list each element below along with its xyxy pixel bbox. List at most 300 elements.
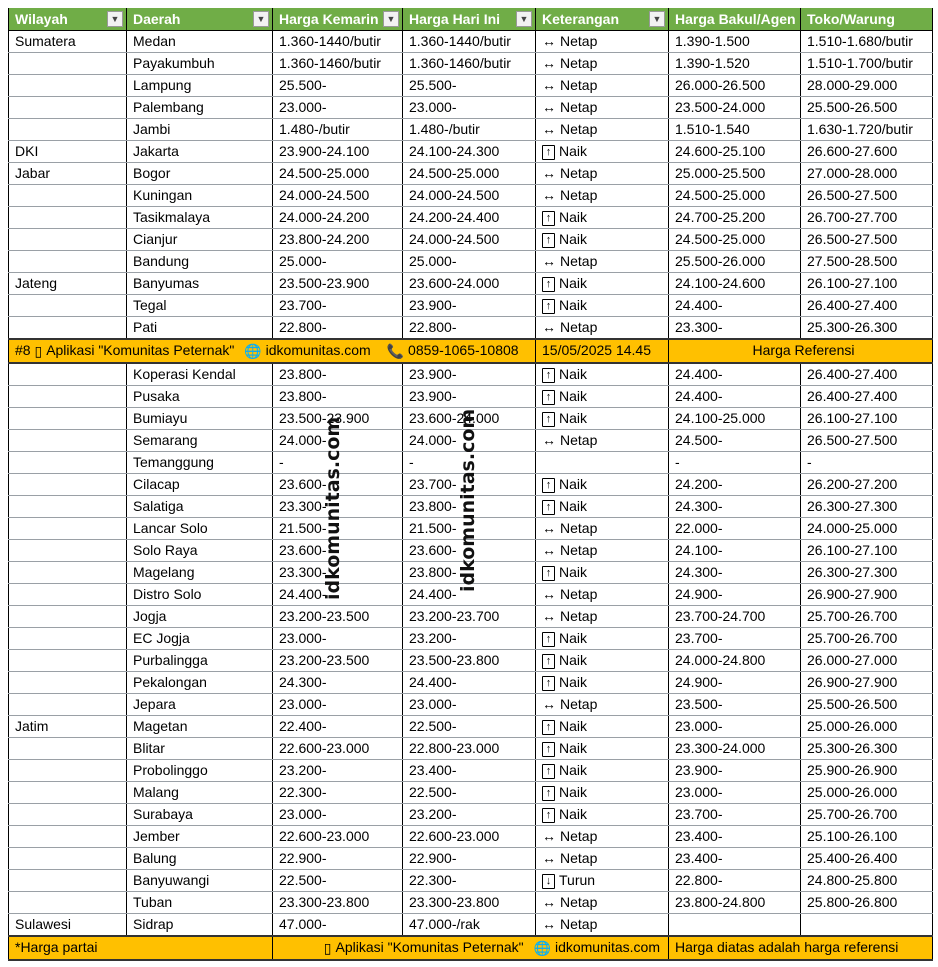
cell-kemarin[interactable] — [273, 891, 403, 913]
cell-hariini[interactable] — [403, 869, 536, 891]
cell-wilayah[interactable] — [9, 119, 127, 141]
cell-daerah[interactable] — [127, 649, 273, 671]
cell-bakul[interactable] — [669, 429, 801, 451]
cell-wilayah[interactable] — [9, 451, 127, 473]
cell-hariini[interactable] — [403, 605, 536, 627]
arrow-up-box-icon: ↑ — [542, 654, 555, 669]
cell-daerah[interactable] — [127, 385, 273, 407]
cell-hariini[interactable] — [403, 649, 536, 671]
cell-kemarin[interactable] — [273, 693, 403, 715]
cell-toko[interactable] — [801, 913, 933, 936]
cell-daerah[interactable] — [127, 451, 273, 473]
cell-hariini[interactable] — [403, 273, 536, 295]
cell-hariini[interactable] — [403, 53, 536, 75]
cell-kemarin[interactable] — [273, 119, 403, 141]
cell-bakul[interactable] — [669, 229, 801, 251]
cell-daerah[interactable] — [127, 141, 273, 163]
cell-kemarin[interactable] — [273, 295, 403, 317]
cell-bakul[interactable] — [669, 363, 801, 386]
cell-value: Jakarta — [133, 143, 179, 159]
cell-keterangan[interactable] — [536, 385, 669, 407]
cell-wilayah[interactable] — [9, 627, 127, 649]
cell-daerah[interactable] — [127, 473, 273, 495]
cell-daerah[interactable] — [127, 75, 273, 97]
cell-wilayah[interactable] — [9, 317, 127, 340]
cell-wilayah[interactable] — [9, 163, 127, 185]
cell-daerah[interactable] — [127, 539, 273, 561]
cell-daerah[interactable] — [127, 869, 273, 891]
cell-toko[interactable] — [801, 273, 933, 295]
cell-hariini[interactable] — [403, 31, 536, 53]
cell-wilayah[interactable] — [9, 847, 127, 869]
cell-kemarin[interactable] — [273, 229, 403, 251]
cell-value: Lancar Solo — [133, 519, 208, 536]
cell-bakul[interactable] — [669, 913, 801, 936]
filter-dropdown-icon[interactable]: ▼ — [649, 11, 665, 27]
cell-kemarin[interactable] — [273, 185, 403, 207]
cell-daerah[interactable] — [127, 251, 273, 273]
cell-hariini[interactable] — [403, 229, 536, 251]
cell-bakul[interactable] — [669, 539, 801, 561]
cell-bakul[interactable] — [669, 715, 801, 737]
cell-bakul[interactable] — [669, 671, 801, 693]
cell-keterangan[interactable] — [536, 229, 669, 251]
cell-wilayah[interactable] — [9, 517, 127, 539]
cell-daerah[interactable] — [127, 229, 273, 251]
cell-daerah[interactable] — [127, 891, 273, 913]
cell-kemarin[interactable] — [273, 847, 403, 869]
cell-keterangan[interactable] — [536, 605, 669, 627]
cell-toko[interactable] — [801, 583, 933, 605]
cell-kemarin[interactable] — [273, 671, 403, 693]
cell-kemarin[interactable] — [273, 53, 403, 75]
left-right-arrow-icon: ↔ — [542, 849, 556, 866]
cell-daerah[interactable] — [127, 517, 273, 539]
cell-bakul[interactable] — [669, 185, 801, 207]
cell-kemarin[interactable] — [273, 163, 403, 185]
cell-keterangan[interactable] — [536, 539, 669, 561]
cell-wilayah[interactable] — [9, 75, 127, 97]
cell-wilayah[interactable] — [9, 671, 127, 693]
cell-keterangan[interactable] — [536, 891, 669, 913]
cell-keterangan[interactable] — [536, 207, 669, 229]
cell-keterangan[interactable] — [536, 407, 669, 429]
cell-value: 26.100-27.100 — [807, 409, 898, 426]
cell-keterangan[interactable] — [536, 781, 669, 803]
filter-dropdown-icon[interactable]: ▼ — [383, 11, 399, 27]
cell-value: 26.300-27.300 — [807, 497, 898, 514]
cell-wilayah[interactable] — [9, 53, 127, 75]
cell-wilayah[interactable] — [9, 495, 127, 517]
globe-icon: 🌐 — [533, 939, 551, 956]
cell-daerah[interactable] — [127, 97, 273, 119]
cell-kemarin[interactable] — [273, 75, 403, 97]
cell-value: Tuban — [133, 893, 173, 910]
cell-keterangan[interactable] — [536, 251, 669, 273]
cell-kemarin[interactable] — [273, 363, 403, 386]
cell-daerah[interactable] — [127, 429, 273, 451]
cell-hariini[interactable] — [403, 385, 536, 407]
cell-wilayah[interactable] — [9, 913, 127, 936]
cell-toko[interactable] — [801, 517, 933, 539]
cell-hariini[interactable] — [403, 207, 536, 229]
cell-daerah[interactable] — [127, 847, 273, 869]
cell-bakul[interactable] — [669, 627, 801, 649]
header-wilayah[interactable] — [9, 8, 127, 31]
cell-daerah[interactable] — [127, 561, 273, 583]
cell-daerah[interactable] — [127, 119, 273, 141]
cell-value: 23.600-24.000 — [409, 275, 500, 291]
cell-bakul[interactable] — [669, 317, 801, 340]
cell-keterangan[interactable] — [536, 53, 669, 75]
cell-daerah[interactable] — [127, 407, 273, 429]
left-right-arrow-icon: ↔ — [542, 519, 556, 536]
cell-toko[interactable] — [801, 803, 933, 825]
cell-toko[interactable] — [801, 825, 933, 847]
cell-value: Netap — [560, 431, 598, 448]
cell-keterangan[interactable] — [536, 803, 669, 825]
filter-dropdown-icon[interactable]: ▼ — [107, 11, 123, 27]
cell-toko[interactable] — [801, 163, 933, 185]
cell-toko[interactable] — [801, 495, 933, 517]
cell-bakul[interactable] — [669, 451, 801, 473]
cell-hariini[interactable] — [403, 119, 536, 141]
cell-daerah[interactable] — [127, 803, 273, 825]
cell-wilayah[interactable] — [9, 97, 127, 119]
cell-hariini[interactable] — [403, 251, 536, 273]
cell-kemarin[interactable] — [273, 825, 403, 847]
cell-keterangan[interactable] — [536, 495, 669, 517]
cell-toko[interactable] — [801, 207, 933, 229]
cell-daerah[interactable] — [127, 53, 273, 75]
banner-site-link[interactable]: idkomunitas.com — [265, 342, 371, 358]
filter-dropdown-icon[interactable]: ▼ — [253, 11, 269, 27]
cell-daerah[interactable] — [127, 825, 273, 847]
cell-wilayah[interactable] — [9, 715, 127, 737]
cell-bakul[interactable] — [669, 891, 801, 913]
cell-keterangan[interactable] — [536, 671, 669, 693]
cell-keterangan[interactable] — [536, 715, 669, 737]
banner-phone[interactable]: 0859-1065-10808 — [408, 342, 519, 358]
cell-bakul[interactable] — [669, 207, 801, 229]
cell-toko[interactable] — [801, 53, 933, 75]
footer-site-link[interactable]: idkomunitas.com — [554, 938, 660, 955]
cell-toko[interactable] — [801, 605, 933, 627]
cell-daerah[interactable] — [127, 583, 273, 605]
cell-toko[interactable] — [801, 539, 933, 561]
cell-wilayah[interactable] — [9, 891, 127, 913]
cell-hariini[interactable] — [403, 891, 536, 913]
cell-hariini[interactable] — [403, 317, 536, 340]
cell-value: 24.400- — [409, 585, 457, 602]
cell-bakul[interactable] — [669, 495, 801, 517]
cell-kemarin[interactable] — [273, 649, 403, 671]
cell-daerah[interactable] — [127, 759, 273, 781]
cell-kemarin[interactable] — [273, 31, 403, 53]
cell-wilayah[interactable] — [9, 693, 127, 715]
cell-daerah[interactable] — [127, 495, 273, 517]
cell-wilayah[interactable] — [9, 605, 127, 627]
cell-value: 24.200- — [675, 475, 723, 492]
cell-bakul[interactable] — [669, 251, 801, 273]
cell-daerah[interactable] — [127, 273, 273, 295]
cell-bakul[interactable] — [669, 583, 801, 605]
cell-daerah[interactable] — [127, 693, 273, 715]
cell-wilayah[interactable] — [9, 561, 127, 583]
cell-bakul[interactable] — [669, 295, 801, 317]
cell-wilayah[interactable] — [9, 429, 127, 451]
cell-toko[interactable] — [801, 627, 933, 649]
cell-value: 26.900-27.900 — [807, 585, 898, 602]
cell-wilayah[interactable] — [9, 185, 127, 207]
cell-wilayah[interactable] — [9, 31, 127, 53]
cell-wilayah[interactable] — [9, 207, 127, 229]
cell-toko[interactable] — [801, 75, 933, 97]
cell-hariini[interactable] — [403, 803, 536, 825]
cell-hariini[interactable] — [403, 759, 536, 781]
cell-toko[interactable] — [801, 671, 933, 693]
cell-kemarin[interactable] — [273, 627, 403, 649]
cell-bakul[interactable] — [669, 847, 801, 869]
cell-toko[interactable] — [801, 407, 933, 429]
cell-daerah[interactable] — [127, 627, 273, 649]
cell-wilayah[interactable] — [9, 273, 127, 295]
cell-keterangan[interactable] — [536, 759, 669, 781]
cell-toko[interactable] — [801, 737, 933, 759]
cell-keterangan[interactable] — [536, 847, 669, 869]
cell-wilayah[interactable] — [9, 473, 127, 495]
cell-kemarin[interactable] — [273, 869, 403, 891]
cell-toko[interactable] — [801, 429, 933, 451]
cell-kemarin[interactable] — [273, 251, 403, 273]
cell-keterangan[interactable] — [536, 429, 669, 451]
left-right-arrow-icon: ↔ — [542, 319, 556, 335]
cell-wilayah[interactable] — [9, 539, 127, 561]
cell-wilayah[interactable] — [9, 583, 127, 605]
cell-toko[interactable] — [801, 649, 933, 671]
cell-toko[interactable] — [801, 385, 933, 407]
cell-wilayah[interactable] — [9, 781, 127, 803]
cell-toko[interactable] — [801, 847, 933, 869]
cell-daerah[interactable] — [127, 913, 273, 936]
cell-wilayah[interactable] — [9, 141, 127, 163]
cell-wilayah[interactable] — [9, 295, 127, 317]
cell-keterangan[interactable] — [536, 163, 669, 185]
cell-hariini[interactable] — [403, 847, 536, 869]
cell-value: Naik — [559, 805, 588, 822]
cell-hariini[interactable] — [403, 141, 536, 163]
cell-bakul[interactable] — [669, 119, 801, 141]
left-right-arrow-icon: ↔ — [542, 431, 556, 448]
cell-keterangan[interactable] — [536, 561, 669, 583]
cell-bakul[interactable] — [669, 825, 801, 847]
cell-wilayah[interactable] — [9, 825, 127, 847]
cell-hariini[interactable] — [403, 671, 536, 693]
cell-bakul[interactable] — [669, 803, 801, 825]
cell-daerah[interactable] — [127, 781, 273, 803]
cell-bakul[interactable] — [669, 385, 801, 407]
cell-hariini[interactable] — [403, 295, 536, 317]
cell-bakul[interactable] — [669, 561, 801, 583]
cell-keterangan[interactable] — [536, 473, 669, 495]
cell-hariini[interactable] — [403, 737, 536, 759]
cell-keterangan[interactable] — [536, 737, 669, 759]
cell-toko[interactable] — [801, 141, 933, 163]
cell-toko[interactable] — [801, 229, 933, 251]
cell-toko[interactable] — [801, 781, 933, 803]
cell-daerah[interactable] — [127, 31, 273, 53]
filter-dropdown-icon[interactable]: ▼ — [516, 11, 532, 27]
header-hariini[interactable] — [403, 8, 536, 31]
cell-value: 1.480-/butir — [279, 121, 350, 137]
cell-hariini[interactable] — [403, 715, 536, 737]
cell-keterangan[interactable] — [536, 583, 669, 605]
cell-keterangan[interactable] — [536, 141, 669, 163]
cell-daerah[interactable] — [127, 295, 273, 317]
cell-bakul[interactable] — [669, 53, 801, 75]
cell-value: 26.200-27.200 — [807, 475, 898, 492]
cell-keterangan[interactable] — [536, 693, 669, 715]
cell-toko[interactable] — [801, 251, 933, 273]
cell-keterangan[interactable] — [536, 363, 669, 386]
cell-kemarin[interactable] — [273, 605, 403, 627]
cell-hariini[interactable] — [403, 627, 536, 649]
cell-value: 25.000-25.500 — [675, 165, 766, 181]
cell-bakul[interactable] — [669, 163, 801, 185]
cell-keterangan[interactable] — [536, 97, 669, 119]
cell-toko[interactable] — [801, 759, 933, 781]
cell-keterangan[interactable] — [536, 273, 669, 295]
cell-kemarin[interactable] — [273, 317, 403, 340]
cell-keterangan[interactable] — [536, 185, 669, 207]
cell-toko[interactable] — [801, 185, 933, 207]
cell-wilayah[interactable] — [9, 363, 127, 386]
cell-keterangan[interactable] — [536, 649, 669, 671]
cell-bakul[interactable] — [669, 605, 801, 627]
cell-toko[interactable] — [801, 97, 933, 119]
header-bakul — [669, 8, 801, 31]
cell-bakul[interactable] — [669, 141, 801, 163]
cell-kemarin[interactable] — [273, 737, 403, 759]
cell-hariini[interactable] — [403, 97, 536, 119]
cell-wilayah[interactable] — [9, 229, 127, 251]
cell-wilayah[interactable] — [9, 869, 127, 891]
cell-toko[interactable] — [801, 891, 933, 913]
cell-keterangan[interactable] — [536, 75, 669, 97]
cell-hariini[interactable] — [403, 913, 536, 936]
cell-keterangan[interactable] — [536, 295, 669, 317]
cell-bakul[interactable] — [669, 473, 801, 495]
cell-toko[interactable] — [801, 561, 933, 583]
cell-hariini[interactable] — [403, 825, 536, 847]
cell-toko[interactable] — [801, 363, 933, 386]
cell-kemarin[interactable] — [273, 385, 403, 407]
cell-bakul[interactable] — [669, 759, 801, 781]
cell-keterangan[interactable] — [536, 913, 669, 936]
cell-bakul[interactable] — [669, 97, 801, 119]
cell-keterangan[interactable] — [536, 627, 669, 649]
cell-toko[interactable] — [801, 119, 933, 141]
cell-keterangan[interactable] — [536, 317, 669, 340]
cell-bakul[interactable] — [669, 649, 801, 671]
cell-wilayah[interactable] — [9, 737, 127, 759]
cell-toko[interactable] — [801, 295, 933, 317]
cell-kemarin[interactable] — [273, 273, 403, 295]
cell-keterangan[interactable] — [536, 451, 669, 473]
cell-daerah[interactable] — [127, 163, 273, 185]
cell-hariini[interactable] — [403, 75, 536, 97]
cell-kemarin[interactable] — [273, 781, 403, 803]
cell-keterangan[interactable] — [536, 517, 669, 539]
cell-keterangan[interactable] — [536, 31, 669, 53]
cell-bakul[interactable] — [669, 737, 801, 759]
cell-kemarin[interactable] — [273, 759, 403, 781]
cell-wilayah[interactable] — [9, 385, 127, 407]
cell-keterangan[interactable] — [536, 119, 669, 141]
cell-daerah[interactable] — [127, 715, 273, 737]
cell-daerah[interactable] — [127, 605, 273, 627]
cell-toko[interactable] — [801, 451, 933, 473]
cell-wilayah[interactable] — [9, 649, 127, 671]
cell-wilayah[interactable] — [9, 759, 127, 781]
cell-kemarin[interactable] — [273, 141, 403, 163]
cell-value: 23.300- — [279, 563, 327, 580]
header-keterangan[interactable] — [536, 8, 669, 31]
cell-wilayah[interactable] — [9, 803, 127, 825]
cell-keterangan[interactable] — [536, 869, 669, 891]
cell-hariini[interactable] — [403, 163, 536, 185]
cell-wilayah[interactable] — [9, 251, 127, 273]
cell-toko[interactable] — [801, 869, 933, 891]
cell-wilayah[interactable] — [9, 407, 127, 429]
cell-daerah[interactable] — [127, 737, 273, 759]
header-kemarin[interactable] — [273, 8, 403, 31]
cell-bakul[interactable] — [669, 273, 801, 295]
cell-bakul[interactable] — [669, 693, 801, 715]
cell-toko[interactable] — [801, 693, 933, 715]
cell-kemarin[interactable] — [273, 97, 403, 119]
cell-hariini[interactable] — [403, 363, 536, 386]
cell-keterangan[interactable] — [536, 825, 669, 847]
cell-value: 26.000-27.000 — [807, 651, 898, 668]
cell-toko[interactable] — [801, 31, 933, 53]
cell-toko[interactable] — [801, 473, 933, 495]
cell-kemarin[interactable] — [273, 803, 403, 825]
cell-bakul[interactable] — [669, 75, 801, 97]
cell-bakul[interactable] — [669, 869, 801, 891]
cell-kemarin[interactable] — [273, 715, 403, 737]
cell-hariini[interactable] — [403, 781, 536, 803]
cell-daerah[interactable] — [127, 363, 273, 386]
cell-kemarin[interactable] — [273, 207, 403, 229]
cell-daerah[interactable] — [127, 207, 273, 229]
cell-kemarin[interactable] — [273, 913, 403, 936]
cell-hariini[interactable] — [403, 693, 536, 715]
cell-bakul[interactable] — [669, 781, 801, 803]
cell-hariini[interactable] — [403, 185, 536, 207]
cell-bakul[interactable] — [669, 407, 801, 429]
cell-toko[interactable] — [801, 715, 933, 737]
cell-value: Malang — [133, 783, 179, 800]
cell-daerah[interactable] — [127, 185, 273, 207]
cell-bakul[interactable] — [669, 31, 801, 53]
cell-daerah[interactable] — [127, 671, 273, 693]
cell-toko[interactable] — [801, 317, 933, 340]
header-daerah[interactable] — [127, 8, 273, 31]
cell-bakul[interactable] — [669, 517, 801, 539]
cell-value: Naik — [559, 297, 588, 313]
cell-daerah[interactable] — [127, 317, 273, 340]
